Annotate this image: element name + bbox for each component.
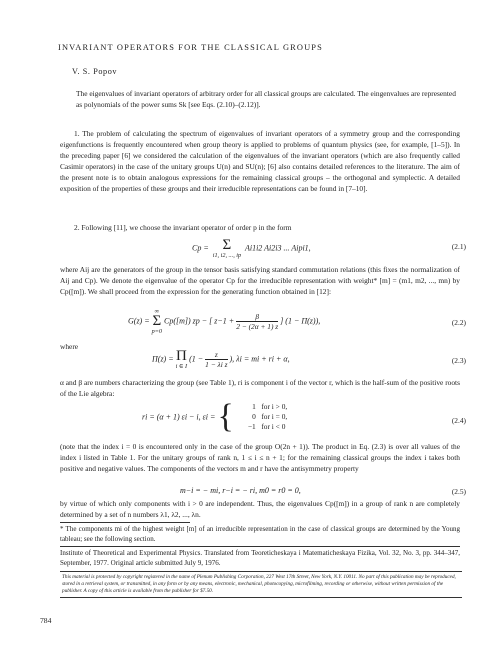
section-1-paragraph: 1. The problem of calculating the spectrum of eigenvalues of invariant operators of a symmetry group and the corresponding eigenfunctions is frequently encountered when group theory is applied to problems of quantum physics (see, for example, [1–5]). In the preceding paper [6] we considered the calculation of the eigenvalues of the invariant operators (which are also frequently called Casimir operators) in the case of the unitary groups U(n) and SU(n); [6] also contains detailed references to the literature. The aim of the present note is to obtain analogous expressions for the remaining classical groups – the orthogonal and symplectic. A detailed exposition of the properties of these groups and their irreducible representations can be found in [7–10].: [60, 129, 460, 193]
paragraph-after-eq-2-3: α and β are numbers characterizing the group (see Table 1), ri is component i of the vector r, which is the half-sum of the positive roots of the Lie algebra:: [60, 378, 460, 398]
paper-title: INVARIANT OPERATORS FOR THE CLASSICAL GROUPS: [58, 43, 323, 52]
eq-2-1-lhs: Cp =: [192, 243, 209, 253]
product-sign: Π: [175, 348, 187, 364]
copyright-notice: This material is protected by copyright registered in the name of Plenum Publishing Corporation, 227 West 17th Street, New York, N.Y. 10011. No part of this publication may be reproduced, stored in a retrieval system, or transmitted, in any form or by any means, electronic, mechanical, photocopying, microfilming, recording or otherwise, without written permission of the publisher. A copy of this article is available from the publisher for $7.50.: [60, 571, 462, 598]
eq-2-1-sum-index: i1, i2, ..., ip: [212, 252, 242, 259]
eq-number-2-1: (2.1): [451, 242, 466, 251]
brace-icon: {: [217, 398, 234, 435]
abstract: The eigenvalues of invariant operators of arbitrary order for all classical groups are calculated. The eingenvalues are represented as polynomials of the power sums Sk [see Eqs. (2.10)–(2.12)].: [76, 89, 456, 109]
eq-2-3-frac-num: z: [205, 350, 227, 360]
footnote: * The components mi of the highest weight [m] of an irreducible representation in the case of classical groups are determined by the Young tableau; see the following section.: [60, 525, 460, 543]
institute-divider: [60, 546, 460, 547]
equation-2-4: [142, 400, 287, 434]
equation-2-2: [128, 308, 320, 335]
case-row: 0 for i = 0,: [252, 412, 288, 421]
eq-number-2-2: (2.2): [451, 318, 466, 327]
eq-2-2-sum-bottom: p=0: [151, 328, 162, 335]
eq-number-2-4: (2.4): [451, 416, 466, 425]
eq-number-2-3: (2.3): [451, 356, 466, 365]
footnote-divider: [60, 522, 190, 523]
case-row: −1 for i < 0: [247, 422, 286, 431]
page-number: 784: [40, 616, 52, 625]
institute-note: Institute of Theoretical and Experimental Physics. Translated from Teoreticheskaya i Matematicheskaya Fizika, Vol. 32, No. 3, pp. 344–347, September, 1977. Original article submitted July 9, 1976.: [60, 549, 460, 567]
eq-2-2-body: Cp([m]) zp − [ z−1 +: [164, 316, 235, 326]
case-row: 1 for i > 0,: [252, 402, 288, 411]
eq-2-2-frac-den: 2 − (2α + 1) z: [236, 322, 279, 331]
eq-2-1-rhs: Ai1i2 Ai2i3 ... Aipi1,: [244, 243, 311, 253]
eq-2-2-sum-top: ∞: [154, 308, 160, 315]
eq-2-3-body-pre: (1 −: [189, 354, 204, 364]
eq-2-2-frac-num: β: [236, 312, 278, 322]
equation-2-5: m−i = − mi, r−i = − ri, m0 = r0 = 0,: [180, 486, 301, 495]
eq-2-2-tail: ] (1 − Π(z)),: [280, 316, 321, 326]
where-text: where: [60, 342, 79, 351]
eq-2-3-lhs: Π(z) =: [152, 354, 174, 364]
section-2-intro: 2. Following [11], we choose the invariant operator of order p in the form: [74, 223, 292, 232]
sum-sign: Σ: [152, 313, 162, 329]
eq-2-4-cases: [236, 402, 287, 432]
paragraph-after-eq-2-4: (note that the index i = 0 is encountered only in the case of the group O(2n + 1)). The product in Eq. (2.3) is over all values of the index i listed in Table 1. For the unitary groups of rank n, 1 ≤ i ≤ n + 1; for the remaining classical groups the index i takes both positive and negative values. The components of the vectors m and r have the antisymmetry property: [60, 442, 460, 473]
paragraph-after-eq-2-1: where Aij are the generators of the group in the tensor basis satisfying standard commutation relations (this fixes the normalization of Aij and Cp). We denote the eigenvalue of the operator Cp for the irreducible representation with weight* [m] = (m1, m2, ..., mn) by Cp([m]). We shall proceed from the expression for the generating function obtained in [12]:: [60, 265, 460, 296]
equation-2-3: [152, 349, 290, 370]
author: V. S. Popov: [72, 67, 118, 76]
equation-2-1: [192, 238, 311, 259]
eq-2-3-fraction: [205, 350, 227, 369]
eq-2-2-lhs: G(z) =: [128, 316, 150, 326]
eq-2-3-frac-den: 1 − λi z: [205, 360, 228, 369]
paragraph-after-eq-2-5: by virtue of which only components with i > 0 are independent. Thus, the eigenvalues Cp([m]) in a group of rank n are completely determined by a set of n numbers λ1, λ2, ..., λn.: [60, 499, 460, 519]
eq-number-2-5: (2.5): [451, 487, 466, 496]
eq-2-4-lhs: ri = (α + 1) εi − i, εi =: [142, 412, 216, 422]
eq-2-3-body-post: ), λi = mi + ri + α,: [229, 354, 290, 364]
eq-2-3-prod-index: i ∈ I: [175, 363, 188, 370]
sum-sign: Σ: [222, 237, 232, 253]
eq-2-2-fraction: [236, 312, 278, 331]
